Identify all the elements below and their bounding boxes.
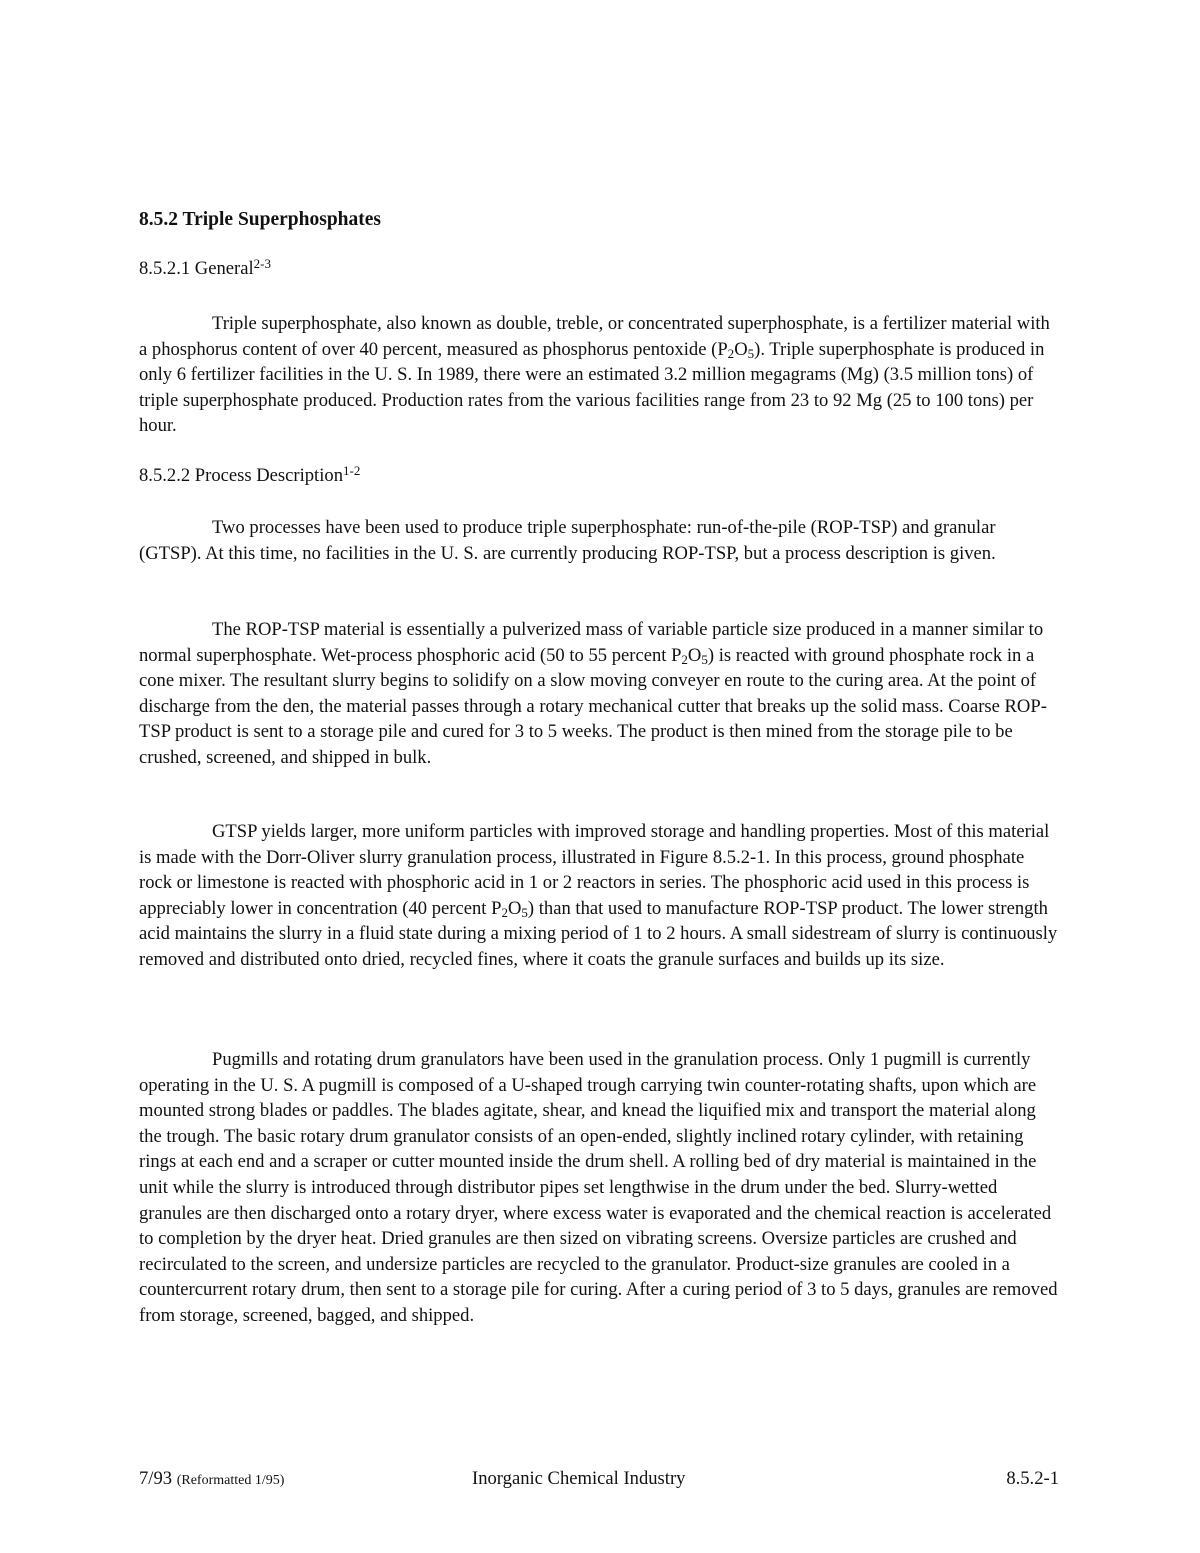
subscript: 5: [747, 346, 755, 362]
paragraph-text: O: [734, 338, 748, 360]
subscript: 2: [727, 346, 735, 362]
paragraph-text: O: [687, 644, 702, 666]
heading-label: 8.5.2.2 Process Description: [139, 465, 343, 486]
paragraph-text: Pugmills and rotating drum granulators have been used in the granulation process. Only 1 pugmill is currently operating in the U. S. A pugmill is composed of a U-shaped trough carrying twin counter-rotating shafts, upon which are mounted strong blades or paddles. The blades agitate, shear, and knead the liquified mix and transport the material along the trough. The basic rotary drum granulator consists of an open-ended, slightly inclined rotary cylinder, with retaining rings at each end and a scraper or cutter mounted inside the drum shell. A rolling bed of dry material is maintained in the unit while the slurry is introduced through distributor pipes set lengthwise in the drum under the bed. Slurry-wetted granules are then discharged onto a rotary dryer, where excess water is evaporated and the chemical reaction is accelerated to completion by the dryer heat. Dried granules are then sized on vibrating screens. Oversize particles are crushed and recirculated to the screen, and undersize particles are recycled to the granulator. Product-size granules are cooled in a countercurrent rotary drum, then sent to a storage pile for curing. After a curing period of 3 to 5 days, granules are removed from storage, screened, bagged, and shipped.: [139, 1049, 1058, 1326]
footer-date-text: 7/93: [139, 1468, 173, 1489]
footer-page-number: 8.5.2-1: [1006, 1468, 1059, 1489]
paragraph-processes: [139, 515, 1061, 566]
footer-date: [139, 1468, 284, 1490]
paragraph-text: ). Triple superphosphate is produced in only 6 fertilizer facilities in the U. S. In 1989, there were an estimated 3.2 million megagrams (Mg) (3.5 million tons) of triple superphosphate produced. Production rates from the various facilities range from 23 to 92 Mg (25 to 100 tons) per hour.: [139, 338, 1045, 437]
paragraph-text: GTSP yields larger, more uniform particles with improved storage and handling properties. Most of this material is made with the Dorr-Oliver slurry granulation process, illustrated in Figure 8.5.2-1. In this process, ground phosphate rock or limestone is reacted with phosphoric acid in 1 or 2 reactors in series. The phosphoric acid used in this process is appreciably lower in concentration (40 percent P: [139, 821, 1050, 919]
subscript: 2: [501, 905, 508, 921]
section-title: 8.5.2 Triple Superphosphates: [139, 209, 381, 230]
reference-superscript: 2-3: [253, 255, 271, 271]
subscript: 5: [521, 905, 528, 921]
subscript: 5: [701, 652, 708, 668]
paragraph-gtsp: [139, 819, 1061, 973]
paragraph-text: ) than that used to manufacture ROP-TSP product. The lower strength acid maintains the slurry in a fluid state during a mixing period of 1 to 2 hours. A small sidestream of slurry is continuously removed and distributed onto dried, recycled fines, where it coats the granule surfaces and builds up its size.: [139, 897, 1058, 970]
subscript: 2: [681, 652, 688, 668]
paragraph-general: [139, 311, 1061, 439]
paragraph-rop-tsp: [139, 617, 1061, 771]
paragraph-text: O: [507, 897, 522, 919]
footer-reformatted: (Reformatted 1/95): [176, 1473, 285, 1488]
subsection-heading-general: [139, 255, 271, 280]
paragraph-granulators: [139, 1047, 1061, 1329]
subsection-heading-process: [139, 462, 361, 487]
paragraph-text: Triple superphosphate, also known as double, treble, or concentrated superphosphate, is a fertilizer material with a phosphorus content of over 40 percent, measured as phosphorus pentoxide (P: [139, 313, 1050, 360]
paragraph-text: ) is reacted with ground phosphate rock in a cone mixer. The resultant slurry begins to solidify on a slow moving conveyer en route to the curing area. At the point of discharge from the den, the material passes through a rotary mechanical cutter that breaks up the solid mass. Coarse ROP-TSP product is sent to a storage pile and cured for 3 to 5 weeks. The product is then mined from the storage pile to be crushed, screened, and shipped in bulk.: [139, 644, 1047, 768]
heading-label: 8.5.2.1 General: [139, 258, 254, 279]
paragraph-text: The ROP-TSP material is essentially a pulverized mass of variable particle size produced in a manner similar to normal superphosphate. Wet-process phosphoric acid (50 to 55 percent P: [139, 619, 1044, 666]
reference-superscript: 1-2: [343, 462, 361, 478]
footer-chapter-title: Inorganic Chemical Industry: [472, 1468, 686, 1489]
paragraph-text: Two processes have been used to produce triple superphosphate: run-of-the-pile (ROP-TSP) and granular (GTSP). At this time, no facilities in the U. S. are currently producing ROP-TSP, but a process description is given.: [139, 517, 996, 564]
